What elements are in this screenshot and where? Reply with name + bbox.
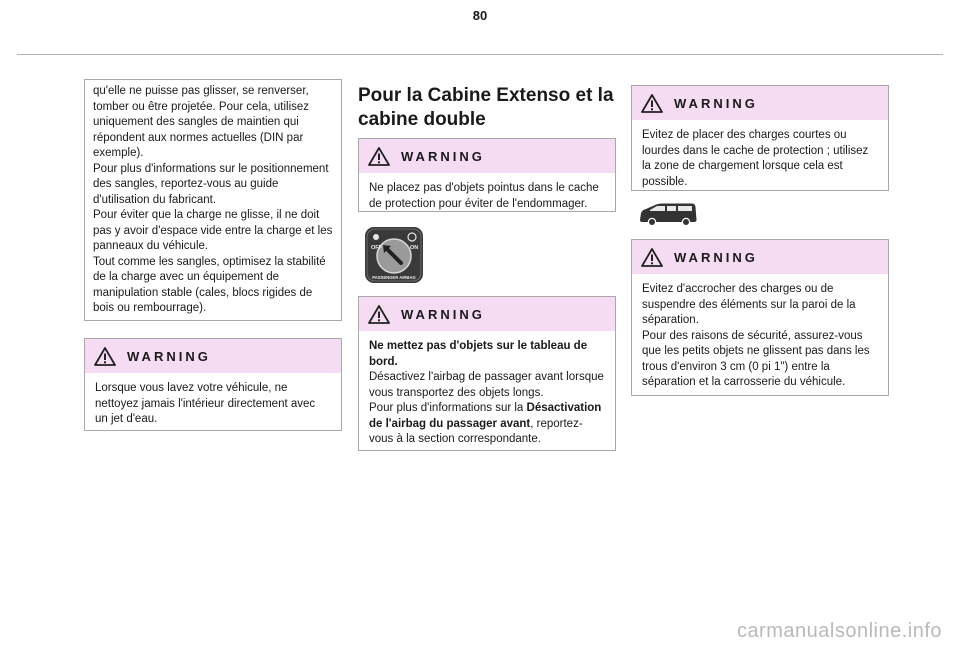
- warning-box-partition: [631, 239, 889, 396]
- warning-line-pre: Pour plus d'informations sur la: [369, 402, 527, 414]
- warning-header: [359, 139, 615, 173]
- warning-text: Lorsque vous lavez votre véhicule, ne nettoyez jamais l'intérieur directement avec un jet d'eau.: [95, 382, 316, 425]
- warning-text: [359, 331, 615, 457]
- warning-line: Evitez d'accrocher des charges ou de suspendre des éléments sur la paroi de la séparation.: [642, 283, 856, 326]
- warning-text: Ne placez pas d'objets pointus dans le cache de protection pour éviter de l'endommager.: [369, 182, 599, 210]
- warning-bold-lead: Ne mettez pas d'objets sur le tableau de bord.: [369, 340, 588, 368]
- warning-triangle-icon: [641, 94, 663, 113]
- warning-line: Désactivez l'airbag de passager avant lorsque vous transportez des objets longs.: [369, 371, 604, 399]
- warning-box-dashboard: [358, 296, 616, 451]
- intro-text-box: [84, 79, 342, 321]
- warning-triangle-icon: [641, 248, 663, 267]
- intro-paragraph: qu'elle ne puisse pas glisser, se renverser, tomber ou être projetée. Pour cela, utilisez uniquement des sangles de maintien qui répondent aux normes actuelles (DIN par exemple).: [93, 85, 310, 159]
- warning-line: Pour des raisons de sécurité, assurez-vous que les petits objets ne glissent pas dans les trous d'environ 3 cm (0 pi 1") entre la séparation et la carrosserie du véhicule.: [642, 329, 870, 388]
- warning-header: [632, 86, 888, 120]
- warning-title: WARNING: [127, 348, 211, 364]
- intro-paragraph: Tout comme les sangles, optimisez la stabilité de la charge avec un équipement de manipulation stable (cales, blocs rigides de bois ou rembourrage).: [93, 255, 326, 314]
- site-watermark: carmanualsonline.info: [736, 620, 942, 642]
- airbag-deactivation-ref: Désactivation de l'airbag du passager avant: [369, 402, 602, 430]
- van-icon: [637, 200, 699, 228]
- warning-title: WARNING: [674, 95, 758, 111]
- warning-box-heavy-loads: [631, 85, 889, 191]
- section-title: Pour la Cabine Extenso et la cabine double: [358, 85, 614, 130]
- switch-off-label: OFF: [371, 245, 382, 251]
- warning-title: WARNING: [401, 306, 485, 322]
- warning-box-washing: [84, 338, 342, 431]
- warning-header: [632, 240, 888, 274]
- passenger-airbag-switch-icon: [364, 226, 424, 284]
- switch-on-label: ON: [410, 245, 419, 251]
- warning-text: [632, 274, 888, 400]
- warning-title: WARNING: [401, 148, 485, 164]
- header-divider: [17, 54, 943, 55]
- warning-triangle-icon: [94, 347, 116, 366]
- intro-paragraph: Pour plus d'informations sur le positionnement des sangles, reportez-vous au guide d'utilisation du fabricant.: [93, 162, 329, 206]
- warning-title: WARNING: [674, 249, 758, 265]
- warning-box-sharp-objects: [358, 138, 616, 212]
- warning-line-post: , reportez-vous à la section correspondante.: [369, 417, 583, 445]
- warning-triangle-icon: [368, 147, 390, 166]
- warning-header: [359, 297, 615, 331]
- warning-triangle-icon: [368, 305, 390, 324]
- page-number: 80: [472, 8, 488, 23]
- intro-paragraph: Pour éviter que la charge ne glisse, il ne doit pas y avoir d'espace vide entre la charge et les panneaux du véhicule.: [93, 209, 333, 252]
- switch-airbag-label: PASSENGER AIRBAG: [372, 275, 416, 280]
- warning-header: [85, 339, 341, 373]
- warning-text: Evitez de placer des charges courtes ou lourdes dans le cache de protection ; utilisez la zone de chargement lorsque cela est possible.: [642, 129, 869, 188]
